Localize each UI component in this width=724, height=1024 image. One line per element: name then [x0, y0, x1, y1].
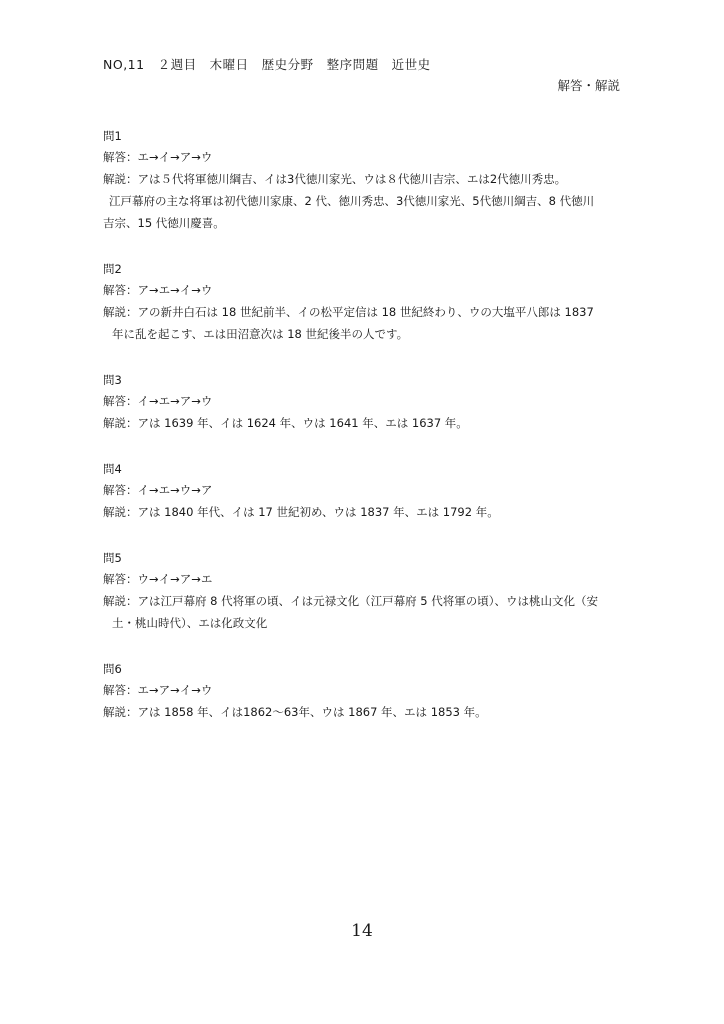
question-label: 問5 [103, 551, 122, 565]
explanation-continuation: 年に乱を起こす、エは田沼意次は 18 世紀後半の人です。 [112, 327, 409, 341]
answer-line: 解答：イ→エ→ウ→ア [103, 483, 213, 497]
question-block [103, 370, 621, 434]
question-label: 問1 [103, 129, 122, 143]
answer-line: 解答：イ→エ→ア→ウ [103, 394, 213, 408]
answer-list [103, 126, 621, 748]
answer-line: 解答：エ→ア→イ→ウ [103, 683, 213, 697]
question-block [103, 548, 621, 634]
explanation-continuation: 土・桃山時代）、エは化政文化 [112, 616, 268, 630]
explanation-line: 解説：アは江戸幕府 8 代将軍の頃、イは元禄文化（江戸幕府 5 代将軍の頃）、ウは桃山文化（安 [103, 594, 599, 608]
question-block [103, 126, 621, 234]
answer-line: 解答：エ→イ→ア→ウ [103, 150, 213, 164]
question-block [103, 259, 621, 345]
explanation-line: 解説：アの新井白石は 18 世紀前半、イの松平定信は 18 世紀終わり、ウの大塩平八郎は 1837 [103, 305, 594, 319]
answer-line: 解答：ウ→イ→ア→エ [103, 572, 213, 586]
question-block [103, 459, 621, 523]
question-block [103, 659, 621, 723]
question-label: 問3 [103, 373, 122, 387]
question-label: 問6 [103, 662, 122, 676]
explanation-line: 解説：アは 1840 年代、イは 17 世紀初め、ウは 1837 年、エは 1792 年。 [103, 505, 499, 519]
page-number: 14 [351, 921, 373, 941]
document-subtitle: 解答・解説 [557, 78, 620, 93]
document-title: NO,11 ２週目 木曜日 歴史分野 整序問題 近世史 [103, 57, 431, 72]
explanation-extra-line: 江戸幕府の主な将軍は初代徳川家康、2 代、徳川秀忠、3代徳川家光、5代徳川綱吉、8 代徳川 [109, 194, 595, 208]
explanation-extra-continuation: 吉宗、15 代徳川慶喜。 [103, 216, 225, 230]
explanation-line: 解説：アは５代将軍徳川綱吉、イは3代徳川家光、ウは８代徳川吉宗、エは2代徳川秀忠。 [103, 172, 567, 186]
explanation-line: 解説：アは 1639 年、イは 1624 年、ウは 1641 年、エは 1637 年。 [103, 416, 468, 430]
question-label: 問4 [103, 462, 122, 476]
answer-line: 解答：ア→エ→イ→ウ [103, 283, 213, 297]
explanation-line: 解説：アは 1858 年、イは1862～63年、ウは 1867 年、エは 1853 年。 [103, 705, 487, 719]
question-label: 問2 [103, 262, 122, 276]
